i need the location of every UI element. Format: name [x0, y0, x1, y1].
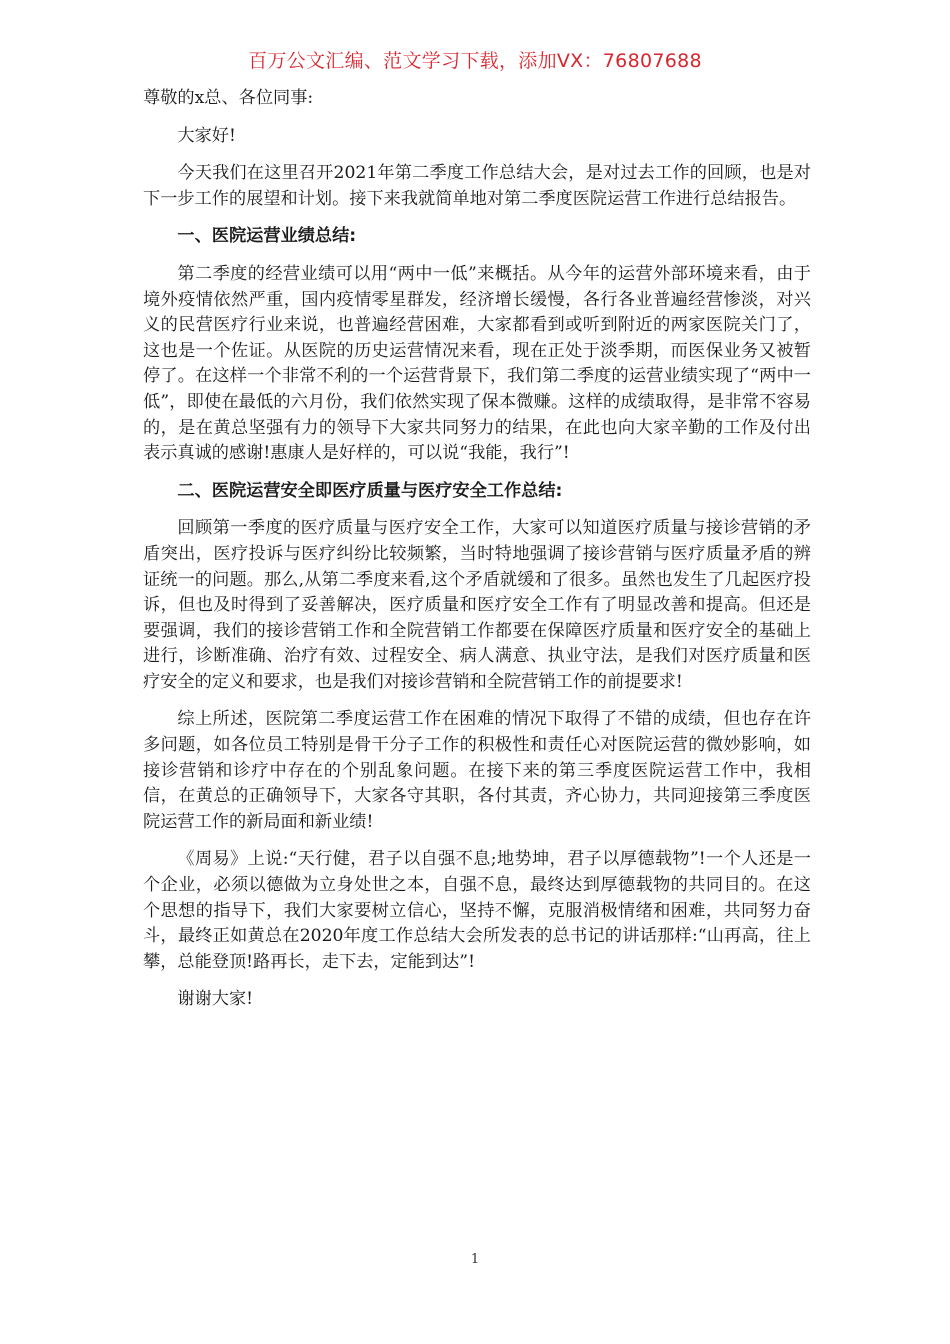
intro-paragraph: 今天我们在这里召开2021年第二季度工作总结大会，是对过去工作的回顾，也是对下一步工作的展望和计划。接下来我就简单地对第二季度医院运营工作进行总结报告。 [143, 163, 811, 209]
page-number: 1 [470, 1252, 480, 1267]
section-body-performance: 第二季度的经营业绩可以用“两中一低”来概括。从今年的运营外部环境来看，由于境外疫情依然严重，国内疫情零星群发，经济增长缓慢，各行各业普遍经营惨淡，对兴义的民营医疗行业来说，也普遍经营困难，大家都看到或听到附近的两家医院关门了，这也是一个佐证。从医院的历史运营情况来看，现在正处于淡季期，而医保业务又被暂停了。在这样一个非常不利的一个运营背景下，我们第二季度的运营业绩实现了“两中一低”，即使在最低的六月份，我们依然实现了保本微赚。这样的成绩取得，是非常不容易的，是在黄总坚强有力的领导下大家共同努力的结果，在此也向大家辛勤的工作及付出表示真诚的感谢!惠康人是好样的，可以说“我能，我行”! [143, 263, 811, 464]
section-heading-performance: 一、医院运营业绩总结: [177, 226, 357, 247]
salutation: 尊敬的x总、各位同事: [143, 88, 314, 108]
summary-paragraph: 综上所述，医院第二季度运营工作在困难的情况下取得了不错的成绩，但也存在许多问题，如各位员工特别是骨干分子工作的积极性和责任心对医院运营的微妙影响，如接诊营销和诊疗中存在的个别乱象问题。在接下来的第三季度医院运营工作中，我相信，在黄总的正确领导下，大家各守其职，各付其责，齐心协力，共同迎接第三季度医院运营工作的新局面和新业绩! [143, 709, 811, 832]
quote-paragraph: 《周易》上说:“天行健，君子以自强不息;地势坤，君子以厚德载物”!一个人还是一个企业，必须以德做为立身处世之本，自强不息，最终达到厚德载物的共同目的。在这个思想的指导下，我们大家要树立信心，坚持不懈，克服消极情绪和困难，共同努力奋斗，最终正如黄总在2020年度工作总结大会所发表的总书记的讲话那样:“山再高，往上攀，总能登顶!路再长，走下去，定能到达”! [143, 849, 811, 972]
watermark-banner: 百万公文汇编、范文学习下载，添加VX：76807688 [248, 50, 702, 72]
closing-line: 谢谢大家! [177, 989, 254, 1010]
section-body-safety: 回顾第一季度的医疗质量与医疗安全工作，大家可以知道医疗质量与接诊营销的矛盾突出，医疗投诉与医疗纠纷比较频繁，当时特地强调了接诊营销与医疗质量矛盾的辨证统一的问题。那么,从第二季度来看,这个矛盾就缓和了很多。虽然也发生了几起医疗投诉，但也及时得到了妥善解决，医疗质量和医疗安全工作有了明显改善和提高。但还是要强调，我们的接诊营销工作和全院营销工作都要在保障医疗质量和医疗安全的基础上进行，诊断准确、治疗有效、过程安全、病人满意、执业守法，是我们对医疗质量和医疗安全的定义和要求，也是我们对接诊营销和全院营销工作的前提要求! [143, 518, 811, 692]
section-heading-safety: 二、医院运营安全即医疗质量与医疗安全工作总结: [177, 480, 563, 501]
greeting: 大家好! [177, 125, 236, 146]
document-body [143, 86, 811, 1025]
